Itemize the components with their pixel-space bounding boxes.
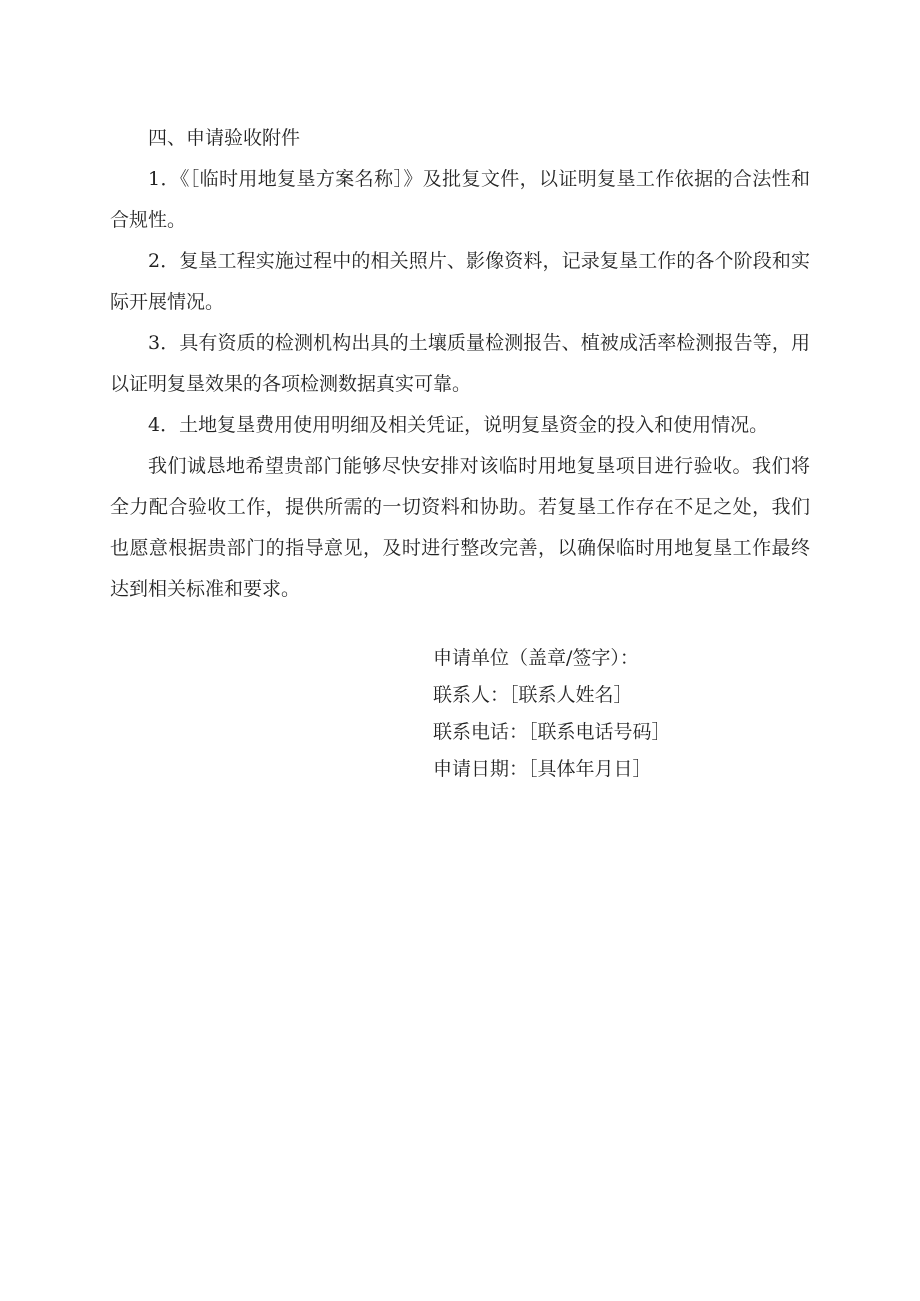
attachment-item-1: 1．《［临时用地复垦方案名称］》及批复文件，以证明复垦工作依据的合法性和合规性。 — [110, 168, 810, 231]
signature-block — [433, 640, 813, 788]
attachments-section — [110, 118, 810, 610]
attachment-item-3: 3．具有资质的检测机构出具的土壤质量检测报告、植被成活率检测报告等，用以证明复垦效果的各项检测数据真实可靠。 — [110, 332, 810, 395]
attachment-item-2: 2．复垦工程实施过程中的相关照片、影像资料，记录复垦工作的各个阶段和实际开展情况。 — [110, 250, 810, 313]
application-date-line: 申请日期：［具体年月日］ — [433, 758, 652, 780]
closing-paragraph: 我们诚恳地希望贵部门能够尽快安排对该临时用地复垦项目进行验收。我们将全力配合验收工作，提供所需的一切资料和协助。若复垦工作存在不足之处，我们也愿意根据贵部门的指导意见，及时进行整改完善，以确保临时用地复垦工作最终达到相关标准和要求。 — [110, 455, 810, 600]
attachment-item-4: 4．土地复垦费用使用明细及相关凭证，说明复垦资金的投入和使用情况。 — [148, 414, 769, 436]
contact-person-line: 联系人：［联系人姓名］ — [433, 684, 633, 706]
contact-phone-line: 联系电话：［联系电话号码］ — [433, 721, 671, 743]
section-heading: 四、申请验收附件 — [148, 127, 301, 149]
applicant-unit-line: 申请单位（盖章/签字）： — [433, 647, 639, 669]
